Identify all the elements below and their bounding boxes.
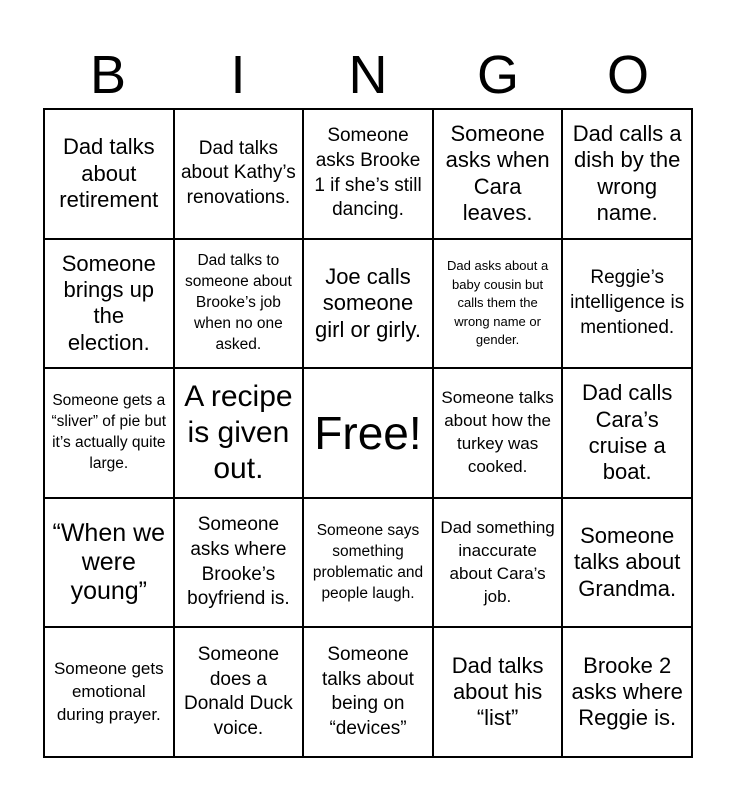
cell-text: Someone does a Donald Duck voice.: [184, 643, 293, 739]
cell-text: Joe calls someone girl or girly.: [315, 263, 421, 342]
cell-text: Dad talks about Kathy’s renovations.: [180, 137, 296, 209]
header-letter-i: I: [230, 45, 246, 105]
bingo-cell-r5-c1[interactable]: [44, 627, 174, 757]
cell-text: Someone asks when Cara leaves.: [445, 121, 550, 226]
bingo-cell-r2-c3[interactable]: [303, 239, 433, 369]
cell-text: “When we were young”: [52, 518, 166, 606]
bingo-header: [43, 44, 693, 106]
cell-text: Someone talks about being on “devices”: [322, 643, 414, 739]
bingo-cell-r5-c3[interactable]: [303, 627, 433, 757]
cell-text: Someone asks Brooke 1 if she’s still dancing.: [314, 125, 422, 221]
cell-text: Someone gets emotional during prayer.: [53, 658, 164, 724]
bingo-cell-r5-c2[interactable]: [174, 627, 304, 757]
bingo-cell-r2-c5[interactable]: [562, 239, 692, 369]
cell-text: Dad calls Cara’s cruise a boat.: [581, 380, 673, 485]
bingo-cell-r3-c2[interactable]: [174, 368, 304, 498]
bingo-cell-free[interactable]: [303, 368, 433, 498]
cell-text: Someone asks where Brooke’s boyfriend is.: [187, 514, 290, 610]
cell-text: Dad talks about his “list”: [451, 652, 544, 731]
bingo-cell-r4-c1[interactable]: [44, 498, 174, 628]
cell-text: Dad calls a dish by the wrong name.: [572, 121, 682, 226]
cell-text: Someone says something problematic and people laugh.: [312, 521, 424, 602]
bingo-cell-r2-c1[interactable]: [44, 239, 174, 369]
bingo-cell-r4-c2[interactable]: [174, 498, 304, 628]
bingo-cell-r5-c4[interactable]: [433, 627, 563, 757]
bingo-cell-r1-c3[interactable]: [303, 109, 433, 239]
header-letter-b: B: [89, 45, 127, 105]
cell-text: Someone brings up the election.: [61, 250, 156, 355]
cell-text: Reggie’s intelligence is mentioned.: [570, 267, 685, 338]
cell-text: Someone talks about how the turkey was cooked.: [441, 388, 554, 476]
bingo-cell-r1-c5[interactable]: [562, 109, 692, 239]
cell-text: A recipe is given out.: [184, 379, 293, 485]
cell-text: Brooke 2 asks where Reggie is.: [571, 652, 683, 731]
cell-text: Dad talks to someone about Brooke’s job when no one asked.: [184, 252, 292, 353]
bingo-cell-r3-c5[interactable]: [562, 368, 692, 498]
bingo-cell-r1-c2[interactable]: [174, 109, 304, 239]
cell-text: Dad something inaccurate about Cara’s job.: [440, 517, 555, 606]
bingo-cell-r3-c1[interactable]: [44, 368, 174, 498]
header-letter-o: O: [606, 45, 649, 105]
cell-text: Dad talks about retirement: [59, 134, 159, 212]
bingo-cell-r1-c4[interactable]: [433, 109, 563, 239]
bingo-cell-r2-c4[interactable]: [433, 239, 563, 369]
bingo-cell-r4-c4[interactable]: [433, 498, 563, 628]
bingo-board: [43, 108, 693, 758]
bingo-cell-r1-c1[interactable]: [44, 109, 174, 239]
bingo-cell-r3-c4[interactable]: [433, 368, 563, 498]
cell-text: Someone talks about Grandma.: [573, 523, 681, 601]
cell-text: Someone gets a “sliver” of pie but it’s actually quite large.: [51, 392, 167, 472]
free-space-text: Free!: [314, 406, 422, 459]
bingo-cell-r2-c2[interactable]: [174, 239, 304, 369]
cell-text: Dad asks about a baby cousin but calls them the wrong name or gender.: [447, 258, 549, 348]
bingo-cell-r5-c5[interactable]: [562, 627, 692, 757]
header-letter-g: G: [476, 45, 519, 105]
bingo-cell-r4-c3[interactable]: [303, 498, 433, 628]
bingo-cell-r4-c5[interactable]: [562, 498, 692, 628]
header-letter-n: N: [348, 45, 388, 105]
